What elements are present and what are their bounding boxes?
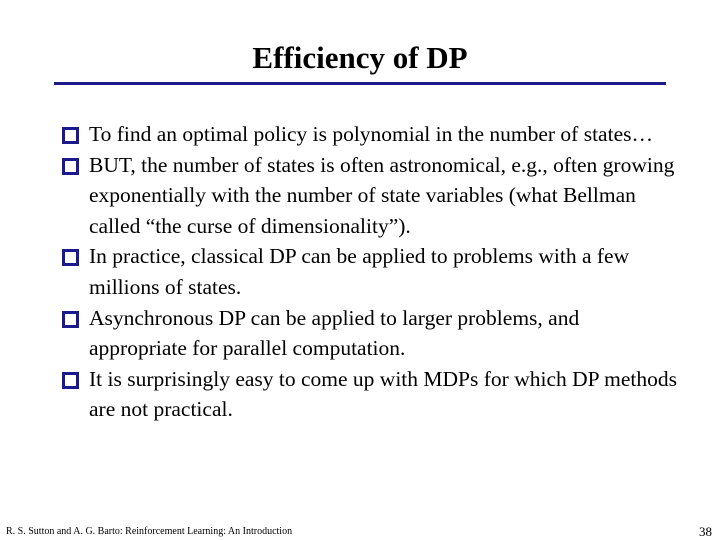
bullet-text: It is surprisingly easy to come up with MDPs for which DP methods are not practical. — [89, 366, 678, 422]
title-divider — [54, 82, 666, 85]
square-bullet-icon — [62, 127, 79, 144]
bullet-text: In practice, classical DP can be applied to problems with a few millions of states. — [89, 244, 630, 299]
bullet-item — [62, 150, 682, 242]
square-bullet-icon — [62, 158, 79, 175]
bullet-item — [62, 119, 682, 150]
bullet-item — [62, 364, 682, 425]
bullet-text: Asynchronous DP can be applied to larger problems, and appropriate for parallel computation. — [89, 305, 580, 361]
bullet-text: To find an optimal policy is polynomial in the number of states… — [89, 122, 653, 146]
bullet-list — [62, 119, 682, 425]
square-bullet-icon — [62, 249, 79, 266]
slide-title: Efficiency of DP — [252, 40, 468, 75]
square-bullet-icon — [62, 372, 79, 389]
bullet-text: BUT, the number of states is often astronomical, e.g., often growing exponentially with the number of state variables (what Bellman called “the curse of dimensionality”). — [89, 152, 675, 238]
bullet-item — [62, 241, 682, 302]
footer-citation: R. S. Sutton and A. G. Barto: Reinforcement Learning: An Introduction — [6, 526, 293, 537]
square-bullet-icon — [62, 311, 79, 328]
page-number: 38 — [699, 524, 712, 539]
bullet-item — [62, 303, 682, 364]
